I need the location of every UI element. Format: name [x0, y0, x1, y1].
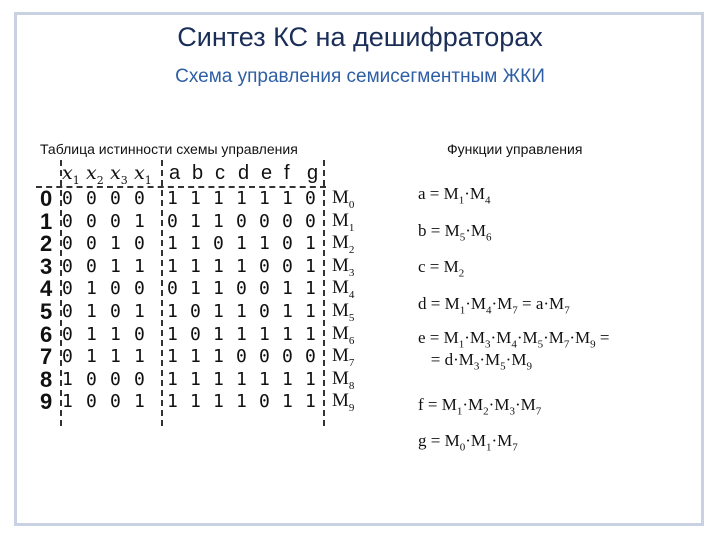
minterm-label	[332, 368, 354, 392]
minterm-label	[332, 210, 354, 234]
function-text: ·M	[479, 350, 501, 369]
segment-cell: 0	[259, 210, 270, 232]
segment-cell: 1	[190, 188, 201, 209]
segment-cell: 1	[190, 233, 201, 255]
minterm-symbol: M	[332, 300, 349, 321]
function-subscript: 1	[459, 304, 466, 317]
segment-cell: 0	[259, 278, 270, 300]
minterm-symbol: M	[332, 367, 349, 389]
input-cell: 0	[86, 210, 97, 232]
segment-header-g: g	[307, 162, 319, 184]
segment-cell: 1	[213, 188, 224, 209]
input-cell: 1	[62, 391, 73, 413]
minterm-symbol: M	[332, 322, 349, 344]
function-text: ·M	[505, 350, 527, 369]
input-cell: 1	[134, 210, 145, 232]
control-function-4	[418, 294, 570, 316]
input-cell: 0	[86, 391, 97, 413]
segment-cell: 1	[259, 188, 270, 209]
control-function-1	[418, 184, 491, 206]
function-subscript: 1	[458, 338, 465, 351]
minterm-subscript: 4	[348, 289, 355, 302]
input-cell: 0	[134, 188, 145, 209]
segment-header-c: c	[215, 162, 225, 184]
segment-cell: 1	[213, 323, 224, 345]
input-header-symbol: x	[62, 162, 73, 184]
function-subscript: 4	[485, 304, 492, 317]
segment-cell: 1	[305, 278, 316, 300]
segment-cell: 1	[259, 368, 270, 390]
control-function-6	[418, 395, 541, 417]
input-cell: 0	[110, 368, 121, 390]
row-digit-0: 0	[40, 186, 53, 211]
input-cell: 1	[134, 346, 145, 368]
segment-cell: 0	[259, 391, 270, 413]
row-digit-7: 7	[40, 344, 53, 370]
functions-caption: Функции управления	[447, 141, 583, 157]
segment-cell: 0	[190, 323, 201, 345]
segment-cell: 1	[167, 323, 178, 345]
input-cell: 0	[62, 301, 73, 322]
function-subscript: 5	[537, 338, 544, 351]
segment-cell: 0	[305, 210, 316, 232]
minterm-label	[332, 390, 354, 414]
function-subscript: 6	[485, 231, 492, 244]
function-text: ·M	[464, 328, 486, 347]
segment-cell: 0	[282, 233, 293, 255]
segment-cell: 1	[259, 323, 270, 345]
segment-cell: 1	[190, 391, 201, 413]
segment-cell: 1	[213, 278, 224, 300]
control-function-3	[418, 257, 464, 279]
row-digit-6: 6	[40, 321, 53, 347]
input-cell: 0	[110, 391, 121, 413]
input-cell: 0	[62, 255, 73, 277]
function-text: c = M	[418, 257, 459, 276]
segment-cell: 0	[167, 278, 178, 300]
input-cell: 0	[62, 346, 73, 368]
input-header-2	[86, 162, 104, 187]
input-cell: 1	[110, 323, 121, 345]
slide-subtitle: Схема управления семисегментным ЖКИ	[175, 66, 545, 87]
minterm-label	[332, 232, 354, 256]
segment-cell: 0	[236, 346, 247, 368]
input-cell: 0	[86, 255, 97, 277]
input-header-1	[62, 162, 80, 187]
row-digit-5: 5	[40, 299, 53, 324]
input-cell: 0	[134, 233, 145, 255]
table-vertical-divider	[161, 160, 163, 426]
segment-header-d: d	[238, 162, 250, 184]
minterm-label	[332, 187, 354, 211]
input-cell: 0	[134, 368, 145, 390]
minterm-subscript: 6	[348, 334, 355, 347]
function-subscript: 7	[563, 338, 570, 351]
minterm-label	[332, 277, 354, 301]
input-cell: 0	[110, 210, 121, 232]
segment-cell: 0	[236, 278, 247, 300]
input-cell: 0	[110, 188, 121, 209]
input-header-subscript: 1	[72, 173, 80, 187]
segment-cell: 0	[282, 346, 293, 368]
row-digit-9: 9	[40, 389, 53, 415]
function-subscript: 5	[500, 360, 506, 373]
table-vertical-divider	[323, 160, 325, 426]
segment-cell: 0	[190, 301, 201, 322]
segment-cell: 1	[236, 301, 247, 322]
input-header-3	[110, 162, 128, 187]
segment-cell: 1	[190, 368, 201, 390]
input-cell: 1	[86, 346, 97, 368]
input-header-symbol: x	[134, 162, 145, 184]
minterm-label	[332, 255, 354, 279]
segment-header-b: b	[192, 162, 204, 184]
segment-cell: 1	[305, 368, 316, 390]
function-text: ·M	[465, 221, 486, 240]
minterm-label	[332, 300, 354, 324]
segment-cell: 1	[167, 233, 178, 255]
input-cell: 0	[62, 323, 73, 345]
input-header-symbol: x	[110, 162, 121, 184]
input-cell: 1	[110, 255, 121, 277]
segment-cell: 1	[282, 323, 293, 345]
segment-cell: 1	[305, 233, 316, 255]
segment-cell: 1	[167, 188, 178, 209]
function-text: e = M	[418, 328, 459, 347]
segment-cell: 0	[305, 188, 316, 209]
row-digit-2: 2	[40, 231, 53, 257]
minterm-subscript: 0	[348, 198, 355, 211]
function-subscript: 4	[485, 194, 491, 207]
segment-cell: 1	[282, 278, 293, 300]
function-subscript: 2	[458, 267, 465, 280]
segment-cell: 0	[259, 301, 270, 322]
input-header-symbol: x	[86, 162, 97, 184]
function-subscript: 9	[526, 360, 532, 373]
segment-cell: 0	[282, 210, 293, 232]
control-function-5-line-2	[418, 350, 532, 372]
input-cell: 1	[86, 301, 97, 322]
segment-cell: 1	[236, 188, 247, 209]
segment-cell: 1	[167, 346, 178, 368]
segment-cell: 1	[236, 255, 247, 277]
input-header-4	[134, 162, 152, 187]
function-subscript: 1	[458, 194, 465, 207]
function-subscript: 7	[535, 405, 542, 418]
segment-cell: 1	[167, 255, 178, 277]
function-subscript: 2	[483, 405, 489, 418]
function-subscript: 3	[485, 338, 491, 351]
segment-header-a: a	[169, 162, 181, 184]
segment-cell: 1	[282, 391, 293, 413]
segment-cell: 1	[213, 368, 224, 390]
row-digit-4: 4	[40, 276, 53, 302]
function-subscript: 9	[590, 338, 596, 351]
function-text: ·M	[516, 328, 538, 347]
segment-cell: 1	[190, 210, 201, 232]
function-subscript: 3	[509, 405, 515, 418]
table-caption: Таблица истинности схемы управления	[40, 141, 298, 157]
segment-cell: 1	[213, 210, 224, 232]
function-subscript: 1	[485, 441, 492, 454]
segment-header-f: f	[284, 162, 290, 184]
control-function-2	[418, 221, 491, 243]
segment-cell: 0	[259, 346, 270, 368]
segment-cell: 1	[305, 301, 316, 322]
function-text: ·M	[490, 328, 512, 347]
function-text: ·M	[462, 395, 484, 414]
input-cell: 0	[134, 323, 145, 345]
function-text: ·M	[491, 431, 513, 450]
segment-cell: 1	[282, 368, 293, 390]
input-cell: 0	[62, 233, 73, 255]
row-digit-1: 1	[40, 208, 53, 234]
segment-cell: 0	[236, 210, 247, 232]
table-vertical-divider	[60, 160, 62, 426]
minterm-symbol: M	[332, 187, 349, 208]
function-subscript: 7	[512, 304, 518, 317]
row-digit-3: 3	[40, 253, 53, 279]
input-cell: 1	[110, 233, 121, 255]
function-text: a = M	[418, 184, 459, 203]
segment-cell: 0	[282, 255, 293, 277]
function-text: = d·M	[418, 350, 474, 369]
input-header-subscript: 2	[96, 173, 104, 187]
input-cell: 1	[134, 255, 145, 277]
function-text: ·M	[488, 395, 510, 414]
segment-cell: 1	[236, 391, 247, 413]
segment-cell: 1	[167, 391, 178, 413]
segment-cell: 1	[305, 255, 316, 277]
minterm-symbol: M	[332, 345, 349, 367]
input-cell: 1	[110, 346, 121, 368]
function-subscript: 1	[456, 405, 463, 418]
function-text: ·M	[465, 294, 486, 313]
row-digit-8: 8	[40, 366, 53, 392]
function-subscript: 4	[511, 338, 517, 351]
segment-cell: 1	[167, 368, 178, 390]
segment-cell: 0	[167, 210, 178, 232]
segment-cell: 1	[305, 323, 316, 345]
segment-cell: 1	[213, 391, 224, 413]
segment-cell: 1	[236, 368, 247, 390]
input-header-subscript: 3	[120, 173, 128, 187]
input-header-subscript: 1	[144, 173, 152, 187]
input-cell: 0	[86, 368, 97, 390]
segment-header-e: e	[261, 162, 273, 184]
minterm-subscript: 3	[348, 266, 355, 279]
segment-cell: 1	[236, 323, 247, 345]
input-cell: 0	[62, 278, 73, 300]
input-cell: 0	[62, 210, 73, 232]
segment-cell: 1	[213, 255, 224, 277]
function-text: =	[595, 328, 610, 347]
input-cell: 1	[86, 323, 97, 345]
minterm-subscript: 8	[348, 379, 355, 392]
segment-cell: 1	[213, 301, 224, 322]
table-header-divider	[36, 186, 326, 188]
segment-cell: 0	[305, 346, 316, 368]
segment-cell: 1	[190, 278, 201, 300]
segment-cell: 0	[259, 255, 270, 277]
truth-table	[36, 160, 366, 430]
minterm-symbol: M	[332, 254, 349, 276]
minterm-subscript: 5	[348, 311, 355, 324]
function-subscript: 7	[564, 304, 570, 317]
function-subscript: 0	[459, 441, 466, 454]
minterm-label	[332, 345, 354, 369]
minterm-subscript: 2	[348, 243, 355, 256]
segment-cell: 1	[167, 301, 178, 322]
minterm-symbol: M	[332, 390, 349, 412]
input-cell: 0	[110, 278, 121, 300]
input-cell: 1	[62, 368, 73, 390]
slide-title: Синтез КС на дешифраторах	[177, 22, 543, 52]
minterm-subscript: 9	[348, 402, 355, 415]
function-subscript: 7	[512, 441, 518, 454]
control-function-7	[418, 431, 518, 453]
input-cell: 0	[86, 188, 97, 209]
function-text: d = M	[418, 294, 460, 313]
function-text: f = M	[418, 395, 457, 414]
segment-cell: 1	[213, 346, 224, 368]
input-cell: 1	[134, 301, 145, 322]
function-text: g = M	[418, 431, 460, 450]
segment-cell: 1	[282, 188, 293, 209]
segment-cell: 0	[213, 233, 224, 255]
function-subscript: 5	[459, 231, 466, 244]
function-text: = a·M	[517, 294, 565, 313]
function-text: b = M	[418, 221, 460, 240]
segment-cell: 1	[305, 391, 316, 413]
segment-cell: 1	[190, 346, 201, 368]
control-function-5-line-1	[418, 328, 610, 350]
input-cell: 1	[86, 278, 97, 300]
function-subscript: 3	[473, 360, 480, 373]
function-text: ·M	[543, 328, 564, 347]
function-text: ·M	[514, 395, 536, 414]
segment-cell: 1	[190, 255, 201, 277]
function-text: ·M	[491, 294, 513, 313]
minterm-label	[332, 323, 354, 347]
segment-cell: 1	[259, 233, 270, 255]
minterm-subscript: 1	[348, 221, 355, 234]
minterm-symbol: M	[332, 209, 349, 231]
function-text: ·M	[569, 328, 591, 347]
function-text: ·M	[465, 431, 486, 450]
input-cell: 1	[134, 391, 145, 413]
segment-cell: 1	[236, 233, 247, 255]
minterm-subscript: 7	[348, 356, 355, 369]
input-cell: 0	[134, 278, 145, 300]
function-text: ·M	[464, 184, 486, 203]
minterm-symbol: M	[332, 232, 349, 254]
input-cell: 0	[86, 233, 97, 255]
input-cell: 0	[110, 301, 121, 322]
minterm-symbol: M	[332, 277, 349, 299]
input-cell: 0	[62, 188, 73, 209]
segment-cell: 1	[282, 301, 293, 322]
